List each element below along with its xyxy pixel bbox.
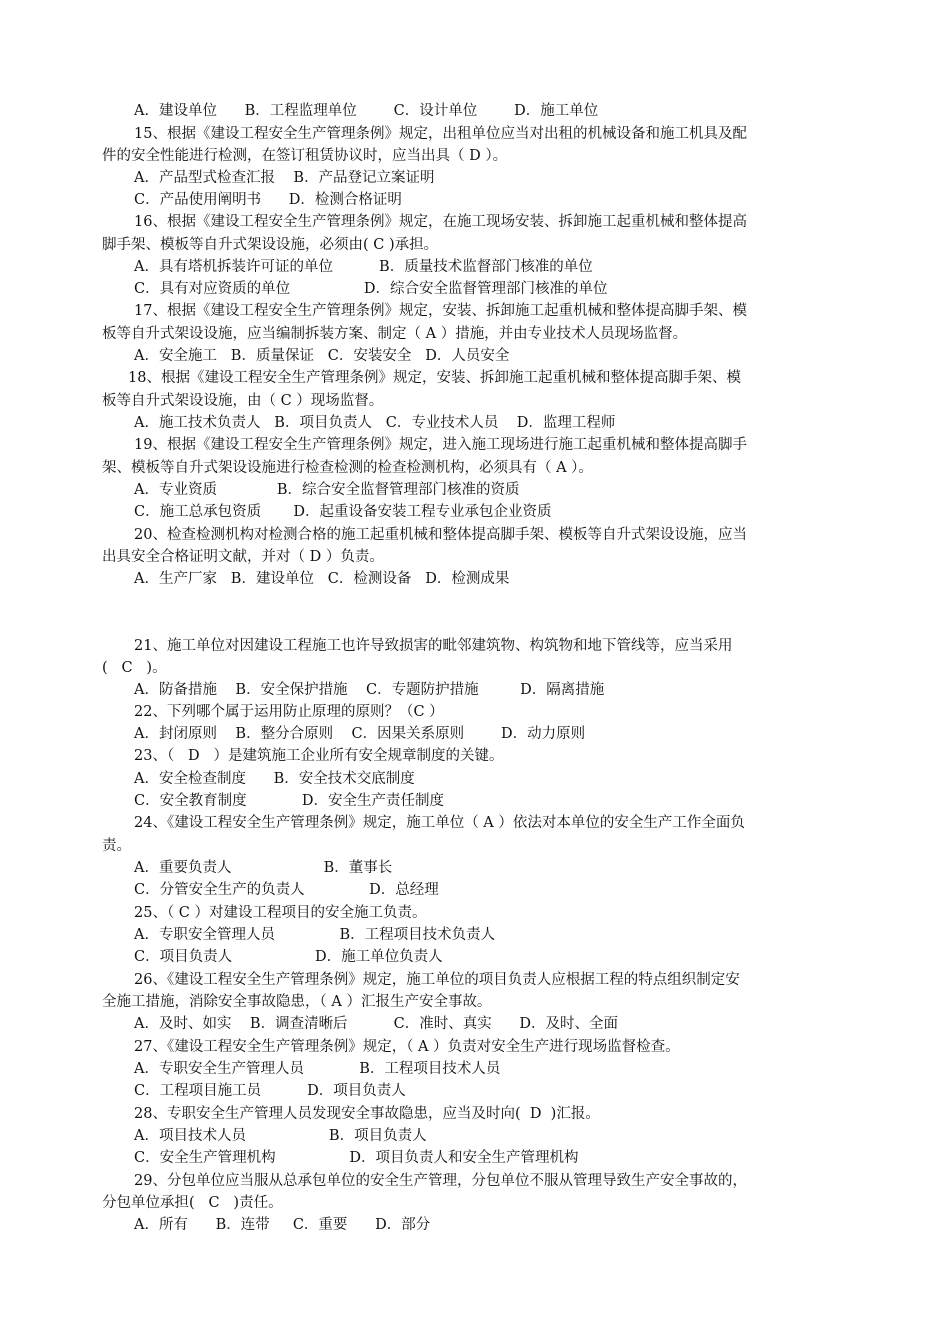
- question-25: 25、（ C ）对建设工程项目的安全施工负责。: [134, 905, 427, 921]
- options-line: A．专职安全管理人员 B．工程项目技术负责人: [134, 927, 496, 943]
- options-line: A．封闭原则 B．整分合原则 C．因果关系原则 D．动力原则: [134, 726, 586, 742]
- question-19: 19、根据《建设工程安全生产管理条例》规定，进入施工现场进行施工起重机械和整体提高脚手: [134, 437, 747, 453]
- options-line: A．专业资质 B．综合安全监督管理部门核准的资质: [134, 482, 520, 498]
- options-line: A．防备措施 B．安全保护措施 C．专题防护措施 D．隔离措施: [134, 682, 605, 698]
- question-28: 28、专职安全生产管理人员发现安全事故隐患，应当及时向( D )汇报。: [134, 1106, 600, 1122]
- options-line: C．安全教育制度 D．安全生产责任制度: [134, 793, 445, 809]
- options-line: A．专职安全生产管理人员 B．工程项目技术人员: [134, 1061, 501, 1077]
- question-continuation: 件的安全性能进行检测，在签订租赁协议时，应当出具（ D ）。: [102, 148, 508, 164]
- options-line: C．具有对应资质的单位 D．综合安全监督管理部门核准的单位: [134, 281, 608, 297]
- question-20: 20、检查检测机构对检测合格的施工起重机械和整体提高脚手架、模板等自升式架设设施，应当: [134, 527, 747, 543]
- question-15: 15、根据《建设工程安全生产管理条例》规定，出租单位应当对出租的机械设备和施工机具及配: [134, 126, 747, 142]
- options-line: A．施工技术负责人 B．项目负责人 C．专业技术人员 D．监理工程师: [134, 415, 616, 431]
- question-18: 18、根据《建设工程安全生产管理条例》规定，安装、拆卸施工起重机械和整体提高脚手架、模: [128, 370, 741, 386]
- options-line: A．产品型式检查汇报 B．产品登记立案证明: [134, 170, 435, 186]
- options-line: C．安全生产管理机构 D．项目负责人和安全生产管理机构: [134, 1150, 579, 1166]
- options-line: C．工程项目施工员 D．项目负责人: [134, 1083, 406, 1099]
- question-continuation: 脚手架、模板等自升式架设设施，必须由( C )承担。: [102, 237, 439, 253]
- question-continuation: 板等自升式架设设施，应当编制拆装方案、制定（ A ）措施，并由专业技术人员现场监督。: [102, 326, 688, 342]
- options-line: A．项目技术人员 B．项目负责人: [134, 1128, 427, 1144]
- question-29: 29、分包单位应当服从总承包单位的安全生产管理，分包单位不服从管理导致生产安全事故的，: [134, 1173, 747, 1189]
- options-line: A．安全检查制度 B．安全技术交底制度: [134, 771, 415, 787]
- question-continuation: 板等自升式架设设施，由（ C ）现场监督。: [102, 393, 384, 409]
- options-line: A．安全施工 B．质量保证 C．安装安全 D．人员安全: [134, 348, 510, 364]
- question-continuation: 分包单位承担( C )责任。: [102, 1195, 283, 1211]
- options-line: C．施工总承包资质 D．起重设备安装工程专业承包企业资质: [134, 504, 552, 520]
- options-line: C．分管安全生产的负责人 D．总经理: [134, 882, 439, 898]
- question-24: 24、《建设工程安全生产管理条例》规定，施工单位（ A ）依法对本单位的安全生产工作全面负: [134, 815, 745, 831]
- question-continuation: ( C )。: [102, 660, 167, 676]
- question-23: 23、（ D ）是建筑施工企业所有安全规章制度的关键。: [134, 748, 504, 764]
- question-continuation: 出具安全合格证明文献，并对（ D ）负责。: [102, 549, 384, 565]
- question-21: 21、施工单位对因建设工程施工也许导致损害的毗邻建筑物、构筑物和地下管线等，应当采用: [134, 638, 733, 654]
- question-continuation: 架、模板等自升式架设设施进行检查检测的检查检测机构，必须具有（ A ）。: [102, 460, 593, 476]
- question-26: 26、《建设工程安全生产管理条例》规定，施工单位的项目负责人应根据工程的特点组织制定安: [134, 972, 740, 988]
- options-line: A．重要负责人 B．董事长: [134, 860, 393, 876]
- question-continuation: 全施工措施，消除安全事故隐患，（ A ）汇报生产安全事故。: [102, 994, 492, 1010]
- options-line: A．所有 B．连带 C．重要 D．部分: [134, 1217, 431, 1233]
- question-22: 22、下列哪个属于运用防止原理的原则？（C ）: [134, 704, 444, 720]
- question-16: 16、根据《建设工程安全生产管理条例》规定，在施工现场安装、拆卸施工起重机械和整体提高: [134, 214, 747, 230]
- options-line: A．具有塔机拆装许可证的单位 B．质量技术监督部门核准的单位: [134, 259, 593, 275]
- question-17: 17、根据《建设工程安全生产管理条例》规定，安装、拆卸施工起重机械和整体提高脚手架、模: [134, 303, 747, 319]
- options-line: A．建设单位 B．工程监理单位 C．设计单位 D．施工单位: [134, 103, 599, 119]
- options-line: A．及时、如实 B．调查清晰后 C．准时、真实 D．及时、全面: [134, 1016, 619, 1032]
- options-line: A．生产厂家 B．建设单位 C．检测设备 D．检测成果: [134, 571, 510, 587]
- question-continuation: 责。: [102, 838, 131, 854]
- options-line: C．项目负责人 D．施工单位负责人: [134, 949, 443, 965]
- options-line: C．产品使用阐明书 D．检测合格证明: [134, 192, 402, 208]
- question-27: 27、《建设工程安全生产管理条例》规定，（ A ）负责对安全生产进行现场监督检查。: [134, 1039, 680, 1055]
